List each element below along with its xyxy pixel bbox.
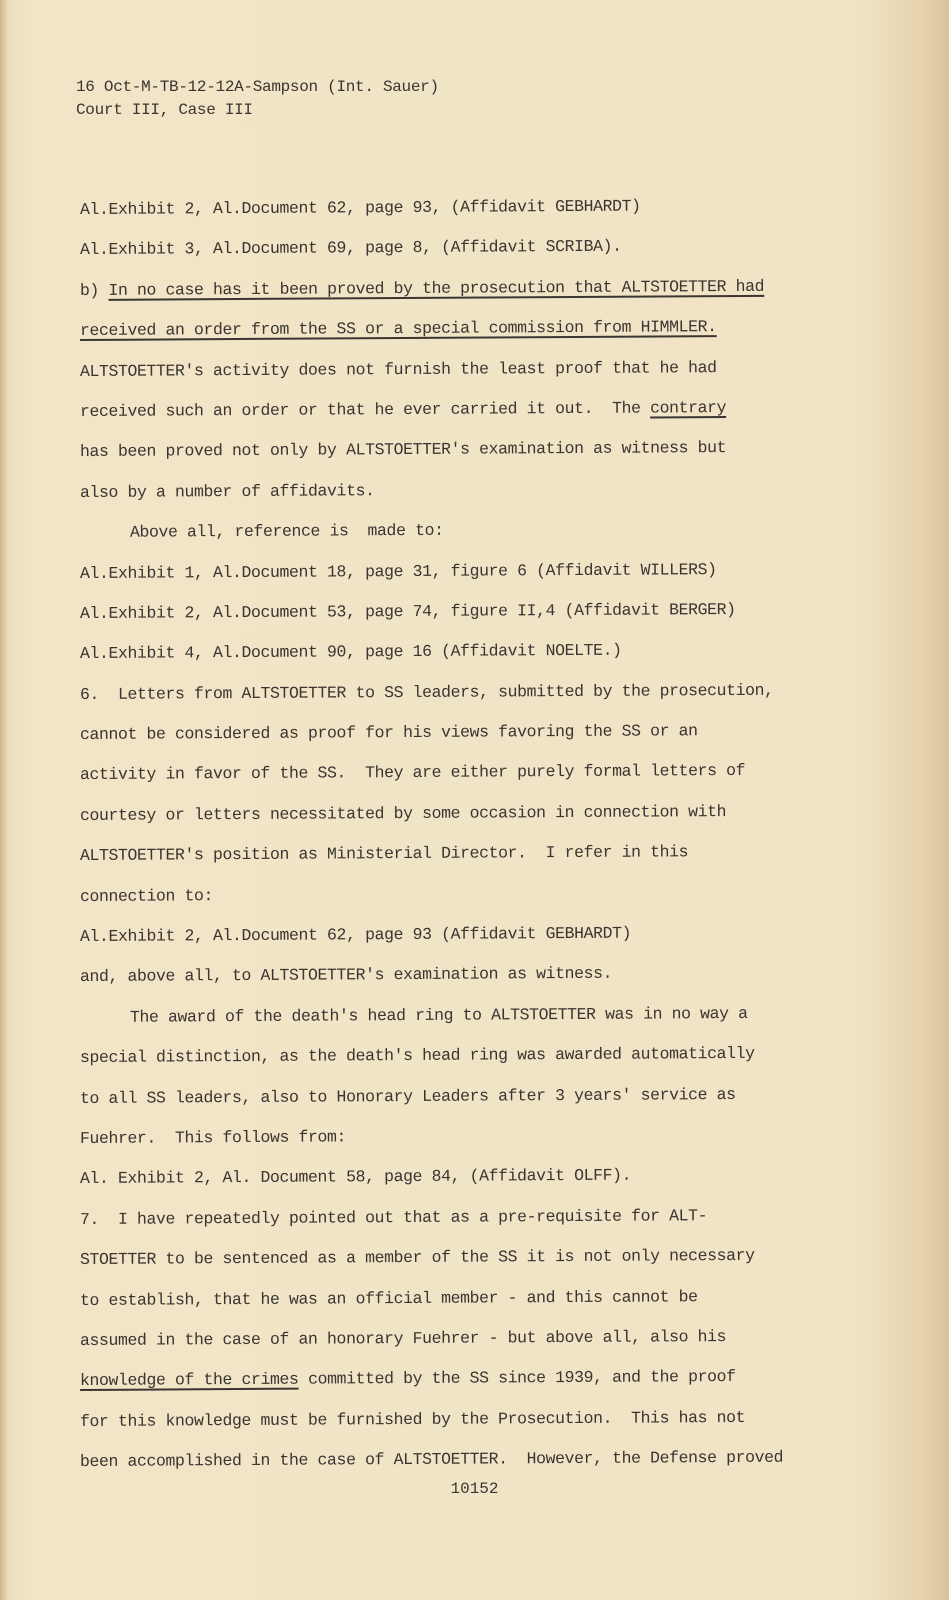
text-segment: Al.Exhibit 2, Al.Document 62, page 93 (Affidavit GEBHARDT)	[79, 923, 632, 947]
text-segment: Al.Exhibit 1, Al.Document 18, page 31, figure 6 (Affidavit WILLERS)	[79, 559, 717, 583]
text-segment: been accomplished in the case of ALTSTOETTER. However, the Defense proved	[79, 1447, 784, 1472]
text-line	[80, 306, 880, 351]
text-segment: 7. I have repeatedly pointed out that as a pre-requisite for ALT-	[79, 1205, 708, 1229]
text-segment: Al. Exhibit 2, Al. Document 58, page 84, (Affidavit OLFF).	[79, 1166, 632, 1189]
text-segment: Above all, reference is made to:	[129, 520, 444, 542]
text-line	[80, 266, 880, 311]
text-line	[80, 1316, 880, 1361]
text-line	[80, 1276, 880, 1321]
text-line	[80, 549, 880, 594]
text-line	[80, 1397, 880, 1442]
paper-edge	[0, 0, 8, 1600]
text-segment: connection to:	[79, 885, 214, 906]
text-line	[80, 831, 880, 876]
text-line	[80, 1033, 880, 1078]
header-court: Court III, Case III	[76, 101, 253, 119]
document-body	[80, 190, 880, 1483]
text-segment: Al.Exhibit 2, Al.Document 62, page 93, (Affidavit GEBHARDT)	[79, 196, 641, 219]
text-line	[80, 1195, 880, 1240]
text-line	[80, 1114, 880, 1159]
text-segment: received such an order or that he ever carried it out. The	[79, 398, 651, 421]
text-line	[80, 1437, 880, 1482]
text-segment: has been proved not only by ALTSTOETTER's examination as witness but	[79, 438, 727, 462]
text-segment: activity in favor of the SS. They are either purely formal letters of	[79, 761, 746, 785]
text-segment: Al.Exhibit 2, Al.Document 53, page 74, figure II,4 (Affidavit BERGER)	[79, 599, 736, 623]
page-number: 10152	[450, 1480, 499, 1498]
underlined-text: contrary	[650, 398, 727, 418]
text-line	[80, 993, 880, 1038]
text-line	[80, 1074, 880, 1119]
text-segment: b)	[79, 280, 109, 300]
text-segment: for this knowledge must be furnished by the Prosecution. This has not	[79, 1407, 746, 1431]
text-segment: Fuehrer. This follows from:	[79, 1127, 347, 1148]
text-line	[80, 226, 880, 271]
text-segment: Al.Exhibit 4, Al.Document 90, page 16 (Affidavit NOELTE.)	[79, 640, 622, 664]
text-line	[80, 872, 880, 917]
text-line	[80, 751, 880, 796]
text-segment: STOETTER to be sentenced as a member of the SS it is not only necessary	[79, 1246, 755, 1270]
text-line	[80, 427, 880, 472]
text-line	[80, 589, 880, 634]
text-line	[80, 185, 880, 230]
text-segment: The award of the death's head ring to ALTSTOETTER was in no way a	[129, 1003, 748, 1027]
text-segment: also by a number of affidavits.	[79, 480, 375, 502]
text-segment: and, above all, to ALTSTOETTER's examination as witness.	[79, 964, 613, 987]
text-segment: Al.Exhibit 3, Al.Document 69, page 8, (Affidavit SCRIBA).	[79, 237, 622, 260]
underlined-text: received an order from the SS or a special commission from HIMMLER.	[79, 317, 717, 341]
text-segment: courtesy or letters necessitated by some occasion in connection with	[79, 801, 727, 825]
text-line	[80, 670, 880, 715]
text-line	[80, 710, 880, 755]
text-segment: ALTSTOETTER's activity does not furnish the least proof that he had	[79, 357, 717, 381]
text-segment: cannot be considered as proof for his views favoring the SS or an	[79, 721, 698, 745]
text-line	[80, 791, 880, 836]
text-line	[80, 1154, 880, 1199]
text-line	[80, 953, 880, 998]
text-segment: assumed in the case of an honorary Fuehrer - but above all, also his	[79, 1326, 727, 1350]
text-line	[80, 468, 880, 513]
text-segment: to all SS leaders, also to Honorary Leaders after 3 years' service as	[79, 1084, 736, 1108]
text-line	[80, 387, 880, 432]
text-segment: to establish, that he was an official member - and this cannot be	[79, 1286, 698, 1310]
underlined-text: In no case has it been proved by the prosecution that ALTSTOETTER had	[108, 276, 765, 300]
text-line	[80, 1356, 880, 1401]
text-segment: committed by the SS since 1939, and the proof	[298, 1367, 736, 1389]
text-line	[80, 347, 880, 392]
header-reference: 16 Oct-M-TB-12-12A-Sampson (Int. Sauer)	[76, 78, 439, 96]
underlined-text: knowledge of the crimes	[79, 1369, 299, 1391]
text-line	[80, 629, 880, 674]
text-segment: special distinction, as the death's head ring was awarded automatically	[79, 1044, 755, 1068]
document-header	[76, 76, 439, 122]
text-line	[80, 508, 880, 553]
text-line	[80, 1235, 880, 1280]
text-segment: ALTSTOETTER's position as Ministerial Director. I refer in this	[79, 842, 689, 866]
text-line	[80, 912, 880, 957]
text-segment: 6. Letters from ALTSTOETTER to SS leaders, submitted by the prosecution,	[79, 680, 774, 704]
